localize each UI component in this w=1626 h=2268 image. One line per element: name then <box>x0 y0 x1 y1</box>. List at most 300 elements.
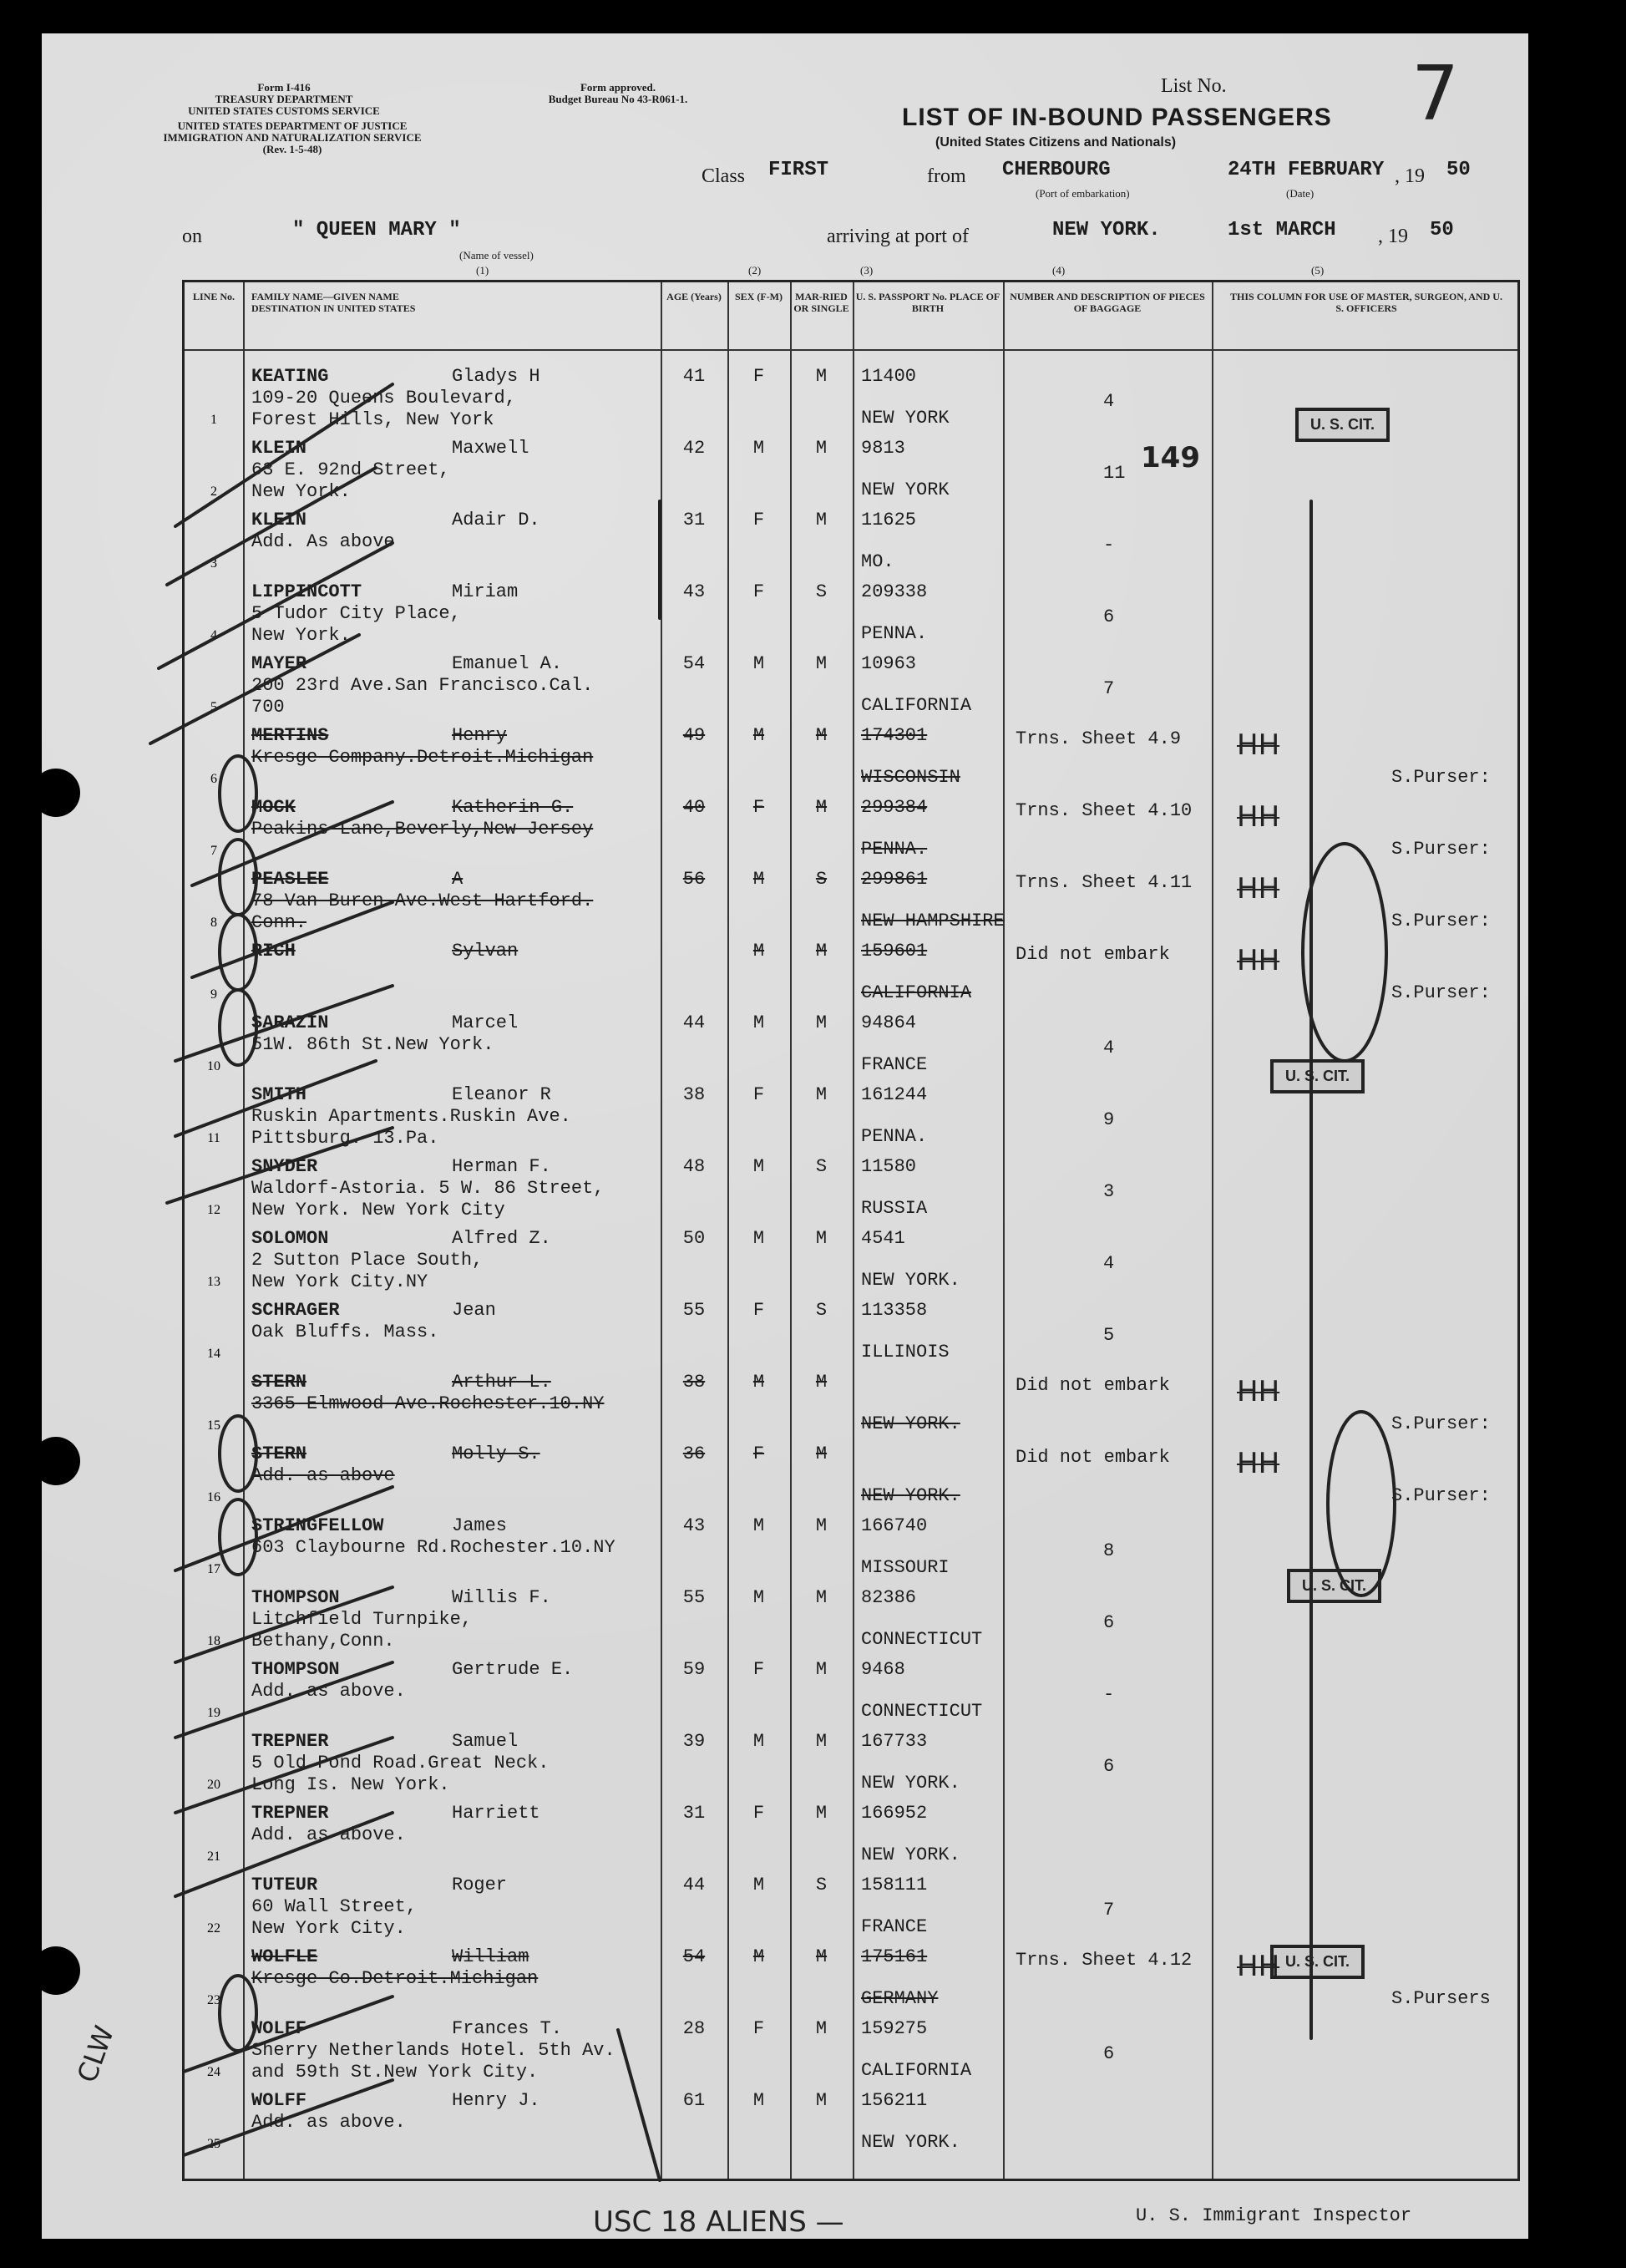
baggage: Trns. Sheet 4.12 <box>1016 1950 1193 1971</box>
age: 55 <box>682 1587 706 1608</box>
year1-prefix: , 19 <box>1395 165 1425 187</box>
baggage: Did not embark <box>1016 944 1170 965</box>
purser: S.Purser: <box>1391 1485 1491 1506</box>
line-number: 15 <box>207 1418 220 1433</box>
passport-number: 9813 <box>861 438 905 459</box>
embark-date: 24TH FEBRUARY <box>1228 159 1385 181</box>
line-number: 22 <box>207 1921 220 1936</box>
line-number: 5 <box>210 700 217 714</box>
age: 36 <box>682 1444 706 1464</box>
year1-value: 50 <box>1446 159 1471 181</box>
col-baggage: NUMBER AND DESCRIPTION OF PIECES OF BAGGAGE <box>1010 291 1205 314</box>
given-name: Miriam <box>452 581 519 602</box>
sex: F <box>752 1444 765 1464</box>
family-name: TREPNER <box>251 1803 329 1824</box>
address-line-1: 60 Wall Street, <box>251 1896 418 1917</box>
from-label: from <box>927 165 966 187</box>
address-line-2: Forest Hills, New York <box>251 409 494 430</box>
baggage: 8 <box>1103 1540 1115 1561</box>
vessel-note: (Name of vessel) <box>459 249 534 261</box>
class-label: Class <box>702 165 746 187</box>
line-number: 21 <box>207 1849 220 1864</box>
address-line-1: Kresge Co.Detroit.Michigan <box>251 1968 539 1989</box>
address-line-1: Add. as above. <box>251 1681 406 1702</box>
passport-number: 167733 <box>861 1731 928 1752</box>
passport-number: 156211 <box>861 2090 928 2111</box>
family-name: MAYER <box>251 653 307 674</box>
passport-number: 159275 <box>861 2018 928 2039</box>
us-cit-stamp: U. S. CIT. <box>1270 1945 1365 1979</box>
justice-dept: UNITED STATES DEPARTMENT OF JUSTICE <box>177 119 408 132</box>
marital-status: M <box>815 1012 828 1033</box>
given-name: Sylvan <box>452 941 519 961</box>
passport-number: 82386 <box>861 1587 917 1608</box>
tally-mark: HH <box>1237 1447 1280 1480</box>
family-name: SCHRAGER <box>251 1300 340 1321</box>
address-line-1: 603 Claybourne Rd.Rochester.10.NY <box>251 1537 615 1558</box>
col-age: AGE (Years) <box>666 291 722 302</box>
col-num-2: (2) <box>748 264 762 277</box>
given-name: Willis F. <box>452 1587 551 1608</box>
address-line-1: Ruskin Apartments.Ruskin Ave. <box>251 1106 571 1127</box>
arriving-label: arriving at port of <box>827 226 969 247</box>
tally-mark: HH <box>1237 800 1280 834</box>
address-line-2: New York. New York City <box>251 1200 505 1220</box>
sex: M <box>752 941 765 961</box>
purser: S.Pursers <box>1391 1988 1491 2009</box>
age: 50 <box>682 1228 706 1249</box>
address-line-1: 51W. 86th St.New York. <box>251 1034 494 1055</box>
given-name: Herman F. <box>452 1156 551 1177</box>
sex: M <box>752 1946 765 1967</box>
age: 43 <box>682 1515 706 1536</box>
line-number: 14 <box>207 1347 220 1361</box>
birthplace: NEW YORK. <box>861 2132 960 2153</box>
birthplace: CONNECTICUT <box>861 1629 983 1650</box>
birthplace: NEW YORK <box>861 408 950 429</box>
line-number: 20 <box>207 1778 220 1792</box>
birthplace: GERMANY <box>861 1988 939 2009</box>
given-name: Adair D. <box>452 510 540 530</box>
passport-number: 166952 <box>861 1803 928 1824</box>
sex: M <box>752 1228 765 1249</box>
treasury-dept: TREASURY DEPARTMENT <box>215 93 353 105</box>
us-cit-stamp: U. S. CIT. <box>1295 408 1390 442</box>
address-line-1: Waldorf-Astoria. 5 W. 86 Street, <box>251 1178 605 1199</box>
line-number: 12 <box>207 1203 220 1217</box>
purser: S.Purser: <box>1391 982 1491 1003</box>
sex: M <box>752 725 765 746</box>
tally-mark: HH <box>1237 728 1280 762</box>
class-value: FIRST <box>768 159 829 181</box>
age: 55 <box>682 1300 706 1321</box>
family-name: THOMPSON <box>251 1587 340 1608</box>
line-number: 25 <box>207 2137 220 2151</box>
passport-number: 299861 <box>861 869 928 890</box>
age: 44 <box>682 1875 706 1895</box>
ins-service: IMMIGRATION AND NATURALIZATION SERVICE <box>163 131 422 144</box>
line-number: 19 <box>207 1706 220 1720</box>
line-number: 16 <box>207 1490 220 1504</box>
line-number: 4 <box>210 628 217 642</box>
marital-status: M <box>815 1587 828 1608</box>
document-sheet <box>42 33 1528 2239</box>
line-number: 6 <box>210 772 217 786</box>
tally-mark: HH <box>1237 872 1280 906</box>
sex: F <box>752 1300 765 1321</box>
baggage: - <box>1103 1684 1115 1705</box>
given-name: William <box>452 1946 529 1967</box>
sex: F <box>752 510 765 530</box>
age: 59 <box>682 1659 706 1680</box>
sex: M <box>752 869 765 890</box>
address-line-1: 200 23rd Ave.San Francisco.Cal. <box>251 675 594 696</box>
marital-status: M <box>815 941 828 961</box>
list-no-value: 7 <box>1411 50 1460 138</box>
birthplace: NEW YORK <box>861 479 950 500</box>
given-name: Alfred Z. <box>452 1228 551 1249</box>
marital-status: S <box>815 1875 828 1895</box>
marital-status: M <box>815 1659 828 1680</box>
address-line-1: Oak Bluffs. Mass. <box>251 1322 439 1342</box>
tally-149: 149 <box>1141 441 1200 474</box>
address-line-1: 63 E. 92nd Street, <box>251 459 450 480</box>
tally-mark: HH <box>1237 1950 1280 1983</box>
address-line-1: 78 Van Buren Ave.West Hartford. <box>251 890 594 911</box>
col-passport: U. S. PASSPORT No. PLACE OF BIRTH <box>855 291 1000 314</box>
passport-number: 11625 <box>861 510 917 530</box>
family-name: SARAZIN <box>251 1012 329 1033</box>
passport-number: 10963 <box>861 653 917 674</box>
family-name: MERTINS <box>251 725 329 746</box>
address-line-1: 2 Sutton Place South, <box>251 1250 484 1271</box>
line-number: 13 <box>207 1275 220 1289</box>
family-name: STRINGFELLOW <box>251 1515 384 1536</box>
birthplace: ILLINOIS <box>861 1342 950 1362</box>
sex: M <box>752 1731 765 1752</box>
age: 31 <box>682 510 706 530</box>
address-line-2: Bethany,Conn. <box>251 1631 395 1652</box>
marital-status: M <box>815 1946 828 1967</box>
address-line-1: Add. as above <box>251 1465 395 1486</box>
family-name: THOMPSON <box>251 1659 340 1680</box>
budget-bureau: Budget Bureau No 43-R061-1. <box>548 93 688 105</box>
revision: (Rev. 1-5-48) <box>262 143 322 155</box>
line-number: 18 <box>207 1634 220 1648</box>
baggage: 6 <box>1103 1612 1115 1633</box>
year2-prefix: , 19 <box>1378 226 1408 247</box>
passport-number: 161244 <box>861 1084 928 1105</box>
family-name: SMITH <box>251 1084 307 1105</box>
family-name: KLEIN <box>251 438 307 459</box>
age: 41 <box>682 366 706 387</box>
sex: M <box>752 1515 765 1536</box>
sex: F <box>752 1803 765 1824</box>
sex: M <box>752 1372 765 1393</box>
sex: F <box>752 1084 765 1105</box>
marital-status: S <box>815 581 828 602</box>
birthplace: CALIFORNIA <box>861 982 972 1003</box>
sex: M <box>752 653 765 674</box>
sex: M <box>752 1012 765 1033</box>
list-title: LIST OF IN-BOUND PASSENGERS <box>902 104 1332 131</box>
birthplace: NEW YORK. <box>861 1485 960 1506</box>
marital-status: M <box>815 1731 828 1752</box>
baggage: - <box>1103 535 1115 556</box>
arrival-date: 1st MARCH <box>1228 219 1336 241</box>
birthplace: NEW YORK. <box>861 1270 960 1291</box>
birthplace: MISSOURI <box>861 1557 950 1578</box>
family-name: KEATING <box>251 366 329 387</box>
given-name: Gertrude E. <box>452 1659 574 1680</box>
baggage: 6 <box>1103 1756 1115 1777</box>
passport-number: 175161 <box>861 1946 928 1967</box>
tally-mark: HH <box>1237 1375 1280 1408</box>
sex: M <box>752 1587 765 1608</box>
col-name: FAMILY NAME—GIVEN NAME DESTINATION IN UNITED STATES <box>251 291 416 314</box>
birthplace: FRANCE <box>861 1916 928 1937</box>
col-married: MAR-RIED OR SINGLE <box>793 291 849 314</box>
handwriting-overlay <box>42 33 1528 2239</box>
given-name: Molly S. <box>452 1444 540 1464</box>
age: 38 <box>682 1372 706 1393</box>
line-number: 10 <box>207 1059 220 1073</box>
family-name: TREPNER <box>251 1731 329 1752</box>
baggage: 6 <box>1103 606 1115 627</box>
address-line-1: 109-20 Queens Boulevard, <box>251 388 516 408</box>
birthplace: NEW YORK. <box>861 1773 960 1794</box>
col-num-3: (3) <box>860 264 874 277</box>
passport-number: 94864 <box>861 1012 917 1033</box>
given-name: Emanuel A. <box>452 653 563 674</box>
birthplace: CONNECTICUT <box>861 1701 983 1722</box>
sex: F <box>752 581 765 602</box>
age: 54 <box>682 653 706 674</box>
address-line-1: Add. as above. <box>251 2112 406 2133</box>
marital-status: M <box>815 1372 828 1393</box>
address-line-2: Long Is. New York. <box>251 1774 450 1795</box>
age: 48 <box>682 1156 706 1177</box>
marital-status: S <box>815 1156 828 1177</box>
baggage: Trns. Sheet 4.11 <box>1016 872 1193 893</box>
address-line-2: Conn. <box>251 912 307 933</box>
age: 28 <box>682 2018 706 2039</box>
family-name: SOLOMON <box>251 1228 329 1249</box>
baggage: Did not embark <box>1016 1447 1170 1468</box>
age: 44 <box>682 1012 706 1033</box>
line-number: 2 <box>210 485 217 499</box>
family-name: SNYDER <box>251 1156 318 1177</box>
marital-status: M <box>815 1084 828 1105</box>
us-cit-stamp: U. S. CIT. <box>1270 1059 1365 1093</box>
us-cit-stamp: U. S. CIT. <box>1287 1569 1381 1603</box>
line-number: 8 <box>210 916 217 930</box>
birthplace: PENNA. <box>861 623 928 644</box>
birthplace: NEW HAMPSHIRE <box>861 911 1005 931</box>
form-number: Form I-416 <box>257 81 311 94</box>
family-name: STERN <box>251 1444 307 1464</box>
birthplace: NEW YORK. <box>861 1413 960 1434</box>
from-value: CHERBOURG <box>1002 159 1111 181</box>
sex: M <box>752 438 765 459</box>
family-name: TUTEUR <box>251 1875 318 1895</box>
given-name: Jean <box>452 1300 496 1321</box>
address-line-2: Pittsburg. 13.Pa. <box>251 1128 439 1149</box>
address-line-2: and 59th St.New York City. <box>251 2062 539 2083</box>
age: 42 <box>682 438 706 459</box>
age: 31 <box>682 1803 706 1824</box>
baggage: 7 <box>1103 1900 1115 1920</box>
age: 38 <box>682 1084 706 1105</box>
age: 54 <box>682 1946 706 1967</box>
age: 61 <box>682 2090 706 2111</box>
sex: F <box>752 366 765 387</box>
passport-number: 166740 <box>861 1515 928 1536</box>
inspector-label: U. S. Immigrant Inspector <box>1136 2205 1412 2226</box>
col-sex: SEX (F-M) <box>735 291 783 302</box>
baggage: 4 <box>1103 1253 1115 1274</box>
address-line-2: New York. <box>251 625 351 646</box>
footer-handwritten: USC 18 ALIENS — <box>593 2205 844 2239</box>
passport-number: 209338 <box>861 581 928 602</box>
passport-number: 113358 <box>861 1300 928 1321</box>
given-name: Samuel <box>452 1731 519 1752</box>
family-name: MOCK <box>251 797 296 818</box>
baggage: 4 <box>1103 1038 1115 1058</box>
family-name: LIPPINCOTT <box>251 581 362 602</box>
line-number: 9 <box>210 987 217 1002</box>
vessel-name: " QUEEN MARY " <box>292 219 461 241</box>
marital-status: M <box>815 2018 828 2039</box>
given-name: Maxwell <box>452 438 529 459</box>
sex: F <box>752 2018 765 2039</box>
passport-number: 174301 <box>861 725 928 746</box>
baggage: 6 <box>1103 2043 1115 2064</box>
sex: M <box>752 1875 765 1895</box>
sex: M <box>752 2090 765 2111</box>
birthplace: PENNA. <box>861 839 928 860</box>
marital-status: M <box>815 438 828 459</box>
date-note: (Date) <box>1286 187 1314 200</box>
baggage: 4 <box>1103 391 1115 412</box>
birthplace: PENNA. <box>861 1126 928 1147</box>
on-label: on <box>182 226 202 247</box>
passport-number: 11400 <box>861 366 917 387</box>
family-name: KLEIN <box>251 510 307 530</box>
address-line-2: 700 <box>251 697 285 718</box>
sex: M <box>752 1156 765 1177</box>
family-name: STERN <box>251 1372 307 1393</box>
col-num-1: (1) <box>476 264 489 277</box>
birthplace: MO. <box>861 551 894 572</box>
form-approved: Form approved. <box>580 81 656 94</box>
birthplace: CALIFORNIA <box>861 695 972 716</box>
marital-status: M <box>815 1444 828 1464</box>
passport-number: 9468 <box>861 1659 905 1680</box>
baggage: 9 <box>1103 1109 1115 1130</box>
passport-number: 4541 <box>861 1228 905 1249</box>
marital-status: M <box>815 725 828 746</box>
birthplace: RUSSIA <box>861 1198 928 1219</box>
line-number: 1 <box>210 413 217 427</box>
sex: F <box>752 1659 765 1680</box>
baggage: Trns. Sheet 4.10 <box>1016 800 1193 821</box>
baggage: 3 <box>1103 1181 1115 1202</box>
line-number: 3 <box>210 556 217 571</box>
address-line-1: Sherry Netherlands Hotel. 5th Av. <box>251 2040 615 2061</box>
address-line-2: New York City.NY <box>251 1271 428 1292</box>
col-line: LINE No. <box>192 291 235 302</box>
passport-number: 299384 <box>861 797 928 818</box>
col-num-5: (5) <box>1311 264 1325 277</box>
line-number: 23 <box>207 1993 220 2007</box>
sex: F <box>752 797 765 818</box>
address-line-1: Litchfield Turnpike, <box>251 1609 473 1630</box>
age: 39 <box>682 1731 706 1752</box>
birthplace: CALIFORNIA <box>861 2060 972 2081</box>
purser: S.Purser: <box>1391 839 1491 860</box>
tally-mark: HH <box>1237 944 1280 977</box>
family-name: PEASLEE <box>251 869 329 890</box>
family-name: WOLFLE <box>251 1946 318 1967</box>
given-name: James <box>452 1515 508 1536</box>
address-line-1: 5 Old Pond Road.Great Neck. <box>251 1753 550 1773</box>
birthplace: WISCONSIN <box>861 767 960 788</box>
baggage: 7 <box>1103 678 1115 699</box>
baggage: 5 <box>1103 1325 1115 1346</box>
given-name: Eleanor R <box>452 1084 551 1105</box>
col-num-4: (4) <box>1052 264 1066 277</box>
list-subtitle: (United States Citizens and Nationals) <box>935 135 1177 150</box>
family-name: WOLFF <box>251 2090 307 2111</box>
marital-status: S <box>815 1300 828 1321</box>
address-line-1: Peakins Lane,Beverly,New Jersey <box>251 819 594 840</box>
age: 43 <box>682 581 706 602</box>
given-name: Gladys H <box>452 366 540 387</box>
family-name: WOLFF <box>251 2018 307 2039</box>
purser: S.Purser: <box>1391 911 1491 931</box>
marital-status: M <box>815 653 828 674</box>
birthplace: NEW YORK. <box>861 1844 960 1865</box>
side-note: CLW <box>70 2022 121 2087</box>
address-line-1: 3365 Elmwood Ave.Rochester.10.NY <box>251 1393 605 1414</box>
marital-status: M <box>815 797 828 818</box>
given-name: Katherin G. <box>452 797 574 818</box>
line-number: 7 <box>210 844 217 858</box>
address-line-1: Kresge Company.Detroit.Michigan <box>251 747 594 768</box>
customs-service: UNITED STATES CUSTOMS SERVICE <box>188 104 380 117</box>
marital-status: S <box>815 869 828 890</box>
port-note: (Port of embarkation) <box>1036 187 1130 200</box>
marital-status: M <box>815 1803 828 1824</box>
age: 56 <box>682 869 706 890</box>
address-line-1: Add. As above <box>251 531 395 552</box>
address-line-2: New York. <box>251 481 351 502</box>
marital-status: M <box>815 1228 828 1249</box>
marital-status: M <box>815 366 828 387</box>
given-name: Marcel <box>452 1012 519 1033</box>
line-number: 17 <box>207 1562 220 1576</box>
marital-status: M <box>815 2090 828 2111</box>
list-no-label: List No. <box>1161 75 1227 97</box>
passport-number: 159601 <box>861 941 928 961</box>
year2-value: 50 <box>1430 219 1454 241</box>
given-name: Henry <box>452 725 508 746</box>
line-number: 24 <box>207 2065 220 2079</box>
given-name: Henry J. <box>452 2090 540 2111</box>
baggage: Did not embark <box>1016 1375 1170 1396</box>
given-name: Harriett <box>452 1803 540 1824</box>
